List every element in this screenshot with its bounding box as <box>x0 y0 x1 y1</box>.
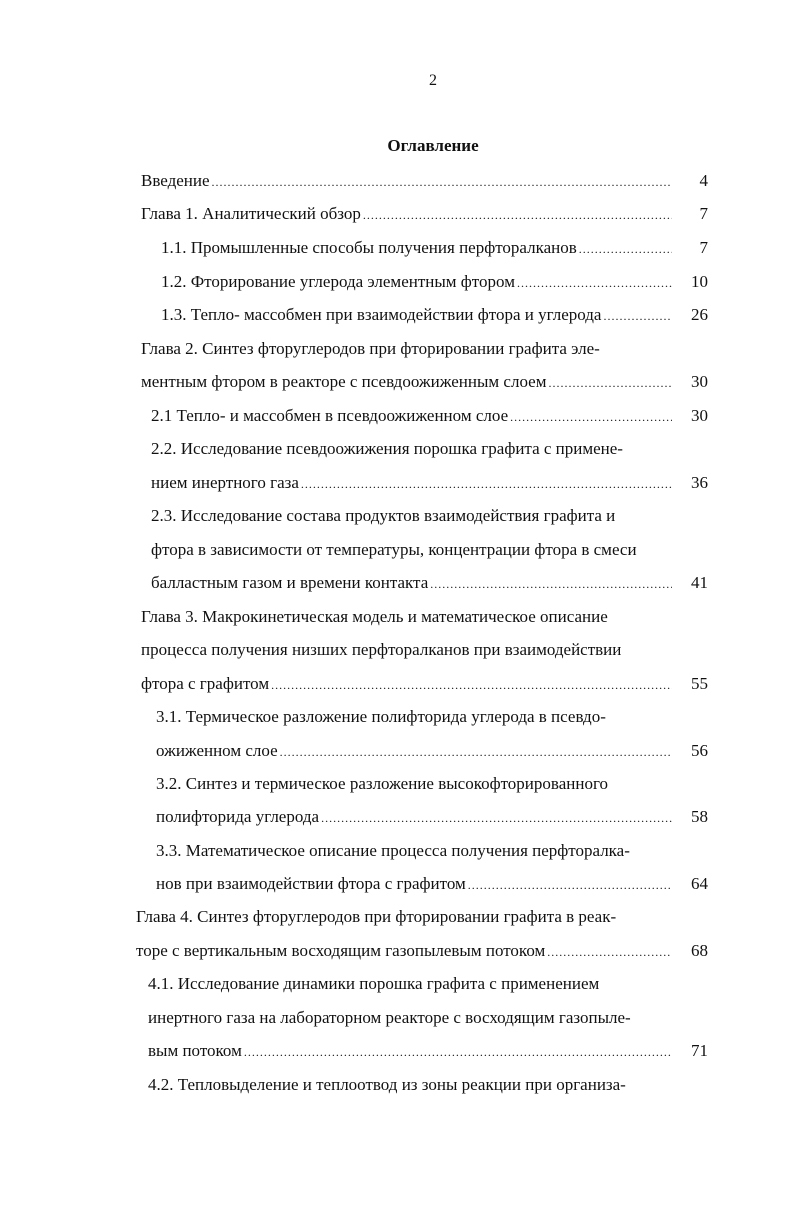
toc-entry-text: Глава 1. Аналитический обзор <box>141 204 361 223</box>
toc-entry-intro <box>141 170 708 192</box>
toc-entry-1-1 <box>161 237 708 259</box>
dot-leader <box>244 1041 672 1063</box>
toc-title: Оглавление <box>387 136 479 155</box>
page-number: 2 <box>429 72 437 89</box>
toc-entry-chapter-2 <box>141 371 708 393</box>
toc-entry-2-3 <box>151 572 708 594</box>
toc-entry-2-1 <box>151 405 708 427</box>
toc-entry-chapter-1 <box>141 203 708 225</box>
toc-entry-chapter-4 <box>136 940 708 962</box>
toc-entry-3-2-line1: 3.2. Синтез и термическое разложение высокофторированного <box>156 774 608 793</box>
toc-entry-page: 68 <box>691 941 708 960</box>
toc-entry-page: 71 <box>691 1041 708 1060</box>
toc-entry-text: нов при взаимодействии фтора с графитом <box>156 874 466 893</box>
toc-entry-chapter-3-line1: Глава 3. Макрокинетическая модель и математическое описание <box>141 607 608 626</box>
toc-entry-2-2-line1: 2.2. Исследование псевдоожижения порошка графита с примене- <box>151 439 623 458</box>
dot-leader <box>468 874 672 896</box>
dot-leader <box>280 741 672 763</box>
toc-entry-text: ожиженном слое <box>156 741 278 760</box>
dot-leader <box>548 372 672 394</box>
toc-entry-text: 1.2. Фторирование углерода элементным фтором <box>161 272 515 291</box>
toc-entry-4-1-line1: 4.1. Исследование динамики порошка графита с применением <box>148 974 600 993</box>
toc-entry-text: 1.1. Промышленные способы получения перфторалканов <box>161 238 577 257</box>
toc-entry-page: 56 <box>691 741 708 760</box>
toc-entry-text: полифторида углерода <box>156 807 320 826</box>
toc-entry-chapter-3-line2: процесса получения низших перфторалканов при взаимодействии <box>141 640 622 659</box>
toc-entry-page: 4 <box>699 171 708 190</box>
toc-entry-page: 41 <box>691 573 708 592</box>
toc-entry-page: 30 <box>691 372 708 391</box>
toc-entry-page: 10 <box>691 272 708 291</box>
dot-leader <box>517 272 672 294</box>
toc-entry-text: вым потоком <box>148 1041 242 1060</box>
toc-entry-3-3-line1: 3.3. Математическое описание процесса получения перфторалка- <box>156 841 630 860</box>
dot-leader <box>363 204 672 226</box>
toc-entry-2-3-line2: фтора в зависимости от температуры, концентрации фтора в смеси <box>151 540 637 559</box>
toc-entry-1-2 <box>161 271 708 293</box>
toc-entry-page: 7 <box>699 238 708 257</box>
toc-entry-3-1 <box>156 740 708 762</box>
toc-entry-2-2 <box>151 472 708 494</box>
toc-entry-page: 7 <box>699 204 708 223</box>
toc-entry-page: 36 <box>691 473 708 492</box>
toc-entry-4-1-line2: инертного газа на лабораторном реакторе с восходящим газопыле- <box>148 1008 631 1027</box>
toc-entry-4-2-line1: 4.2. Тепловыделение и теплоотвод из зоны реакции при организа- <box>148 1075 626 1094</box>
toc-entry-page: 58 <box>691 807 708 826</box>
dot-leader <box>547 941 672 963</box>
dot-leader <box>301 473 672 495</box>
toc-entry-3-1-line1: 3.1. Термическое разложение полифторида углерода в псевдо- <box>156 707 606 726</box>
dot-leader <box>603 305 672 327</box>
toc-entry-page: 26 <box>691 305 708 324</box>
toc-entry-page: 30 <box>691 406 708 425</box>
dot-leader <box>579 238 672 260</box>
toc-entry-4-1 <box>148 1040 708 1062</box>
toc-entry-text: Введение <box>141 171 210 190</box>
toc-entry-page: 64 <box>691 874 708 893</box>
toc-entry-2-3-line1: 2.3. Исследование состава продуктов взаимодействия графита и <box>151 506 616 525</box>
toc-entry-text: нием инертного газа <box>151 473 299 492</box>
dot-leader <box>321 807 672 829</box>
toc-entry-chapter-2-line1: Глава 2. Синтез фторуглеродов при фторировании графита эле- <box>141 339 600 358</box>
toc-entry-text: 2.1 Тепло- и массобмен в псевдоожиженном слое <box>151 406 509 425</box>
toc-entry-3-2 <box>156 806 708 828</box>
toc-entry-text: ментным фтором в реакторе с псевдоожиженным слоем <box>141 372 547 391</box>
toc-entry-chapter-4-line1: Глава 4. Синтез фторуглеродов при фторировании графита в реак- <box>136 907 617 926</box>
toc-entry-chapter-3 <box>141 673 708 695</box>
toc-entry-1-3 <box>161 304 708 326</box>
dot-leader <box>430 573 672 595</box>
toc-entry-text: 1.3. Тепло- массобмен при взаимодействии фтора и углерода <box>161 305 602 324</box>
dot-leader <box>510 406 672 428</box>
toc-entry-text: балластным газом и времени контакта <box>151 573 429 592</box>
toc-entry-text: фтора с графитом <box>141 674 270 693</box>
toc-entry-text: торе с вертикальным восходящим газопылевым потоком <box>136 941 546 960</box>
dot-leader <box>212 171 672 193</box>
toc-entry-page: 55 <box>691 674 708 693</box>
dot-leader <box>271 674 672 696</box>
toc-entry-3-3 <box>156 873 708 895</box>
